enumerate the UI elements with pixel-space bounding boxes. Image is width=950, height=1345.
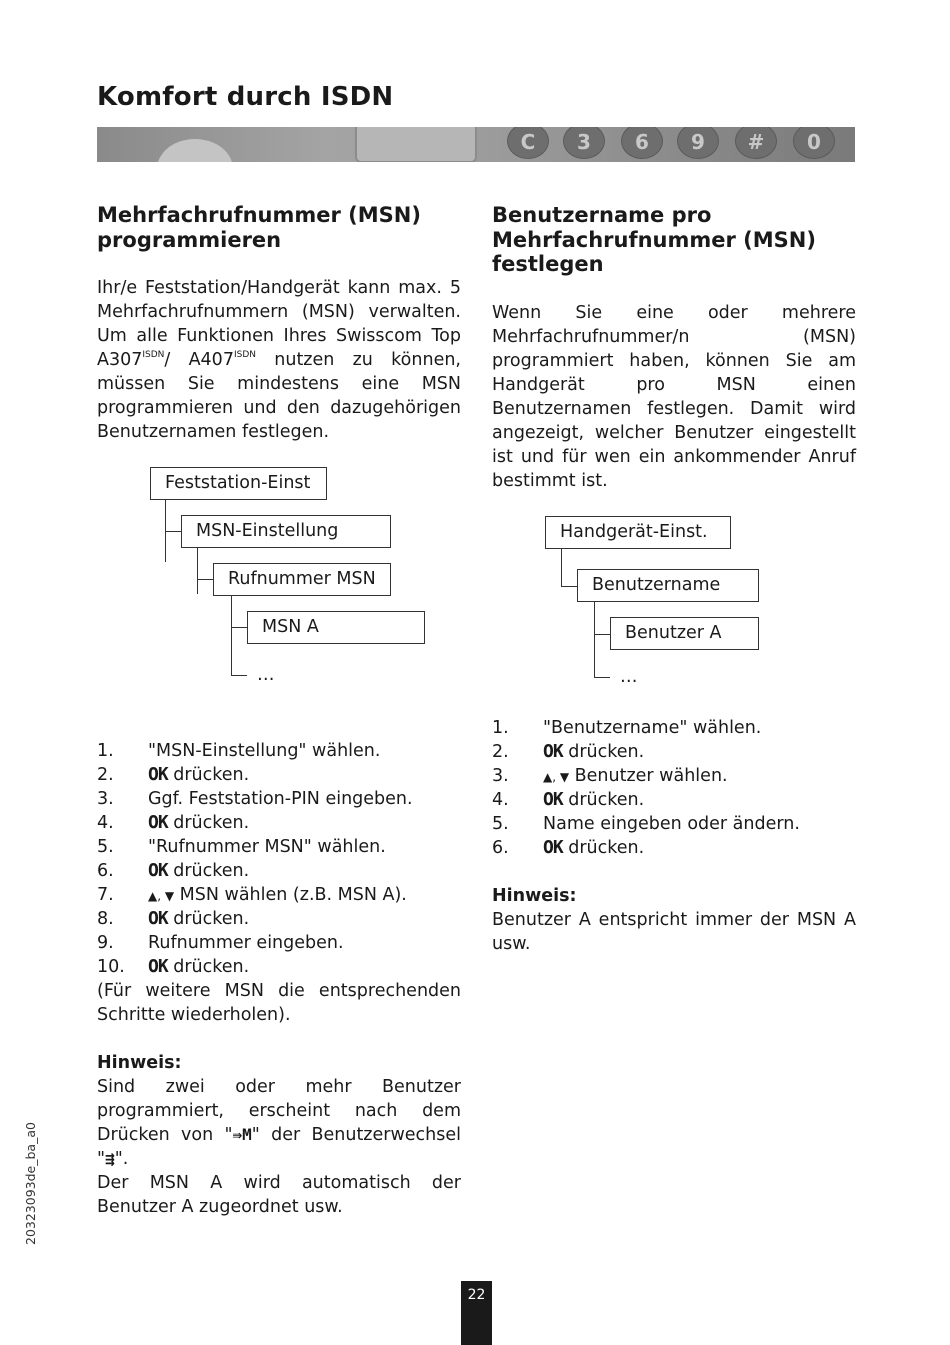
right-heading-line: festlegen [492, 252, 604, 276]
user-key-icon: ⇛M [232, 1125, 252, 1144]
step-item: 2. OK drücken. [97, 764, 250, 785]
hinweis-text: Benutzer A entspricht immer der MSN A usw. [492, 909, 856, 954]
step-item: 10. OK drücken. [97, 956, 250, 977]
left-heading-line: Mehrfachrufnummer (MSN) [97, 203, 421, 227]
step-item: 5. Name eingeben oder ändern. [492, 813, 800, 834]
step-item: 3. ▲, ▼ Benutzer wählen. [492, 765, 728, 786]
phone-keypad-banner [97, 127, 855, 162]
step-item: 3. Ggf. Feststation-PIN eingeben. [97, 789, 413, 809]
banner-key-6: 6 [621, 127, 663, 159]
isdn-superscript: ISDN [233, 350, 256, 360]
step-item: 4. OK drücken. [97, 812, 250, 833]
right-steps [492, 716, 856, 860]
menu-box-msn-a: MSN A [247, 611, 425, 644]
hinweis-text-2: Der MSN A wird automatisch der Benutzer A zugeordnet usw. [97, 1173, 461, 1217]
up-down-arrow-icon: ▲, ▼ [543, 769, 570, 784]
page-number: 22 [461, 1281, 492, 1345]
hinweis-text: Sind zwei oder mehr Benutzer programmiert, erscheint nach dem Drücken von "⇛M" der Benutzerwechsel "⇶". [97, 1077, 461, 1169]
ok-key-icon: OK [543, 836, 563, 858]
ok-key-icon: OK [148, 908, 168, 929]
repeat-note: (Für weitere MSN die entsprechenden Schritte wiederholen). [97, 981, 461, 1025]
right-heading-line: Benutzername pro [492, 203, 712, 227]
menu-box-benutzername: Benutzername [577, 569, 759, 602]
ok-key-icon: OK [148, 860, 168, 881]
left-hinweis [97, 1051, 461, 1219]
menu-tree-benutzer [492, 516, 856, 716]
menu-tree-msn [97, 467, 461, 729]
menu-more: … [257, 665, 275, 685]
step-item: 4. OK drücken. [492, 788, 645, 810]
banner-round-key [157, 139, 233, 162]
ok-key-icon: OK [148, 812, 168, 833]
menu-more: … [620, 666, 638, 687]
up-down-arrow-icon: ▲, ▼ [148, 889, 175, 903]
banner-display [355, 127, 477, 162]
hinweis-label: Hinweis: [97, 1053, 182, 1073]
banner-key-9: 9 [677, 127, 719, 159]
step-item: 2. OK drücken. [492, 740, 645, 762]
right-heading [492, 203, 856, 277]
banner-key-c: C [507, 127, 549, 159]
left-intro: Ihr/e Feststation/Handgerät kann max. 5 Mehrfachrufnummern (MSN) verwalten. Um alle Funktionen Ihres Swisscom Top $A307^{ISDN}/$ $A407^{ISDN}$ nutzen zu können, müssen Sie mindestens eine MSN programmieren und den dazugehörigen Benutzernamen festlegen. [97, 278, 461, 442]
left-steps [97, 739, 461, 979]
right-hinweis [492, 884, 856, 956]
isdn-superscript: ISDN [142, 350, 165, 360]
menu-box-rufnummer-msn: Rufnummer MSN [213, 563, 391, 596]
ok-key-icon: OK [148, 956, 168, 977]
step-item: 8. OK drücken. [97, 908, 250, 929]
menu-box-handgeraet: Handgerät-Einst. [545, 516, 731, 549]
step-item: 7. ▲, ▼ MSN wählen (z.B. MSN A). [97, 885, 407, 905]
menu-box-feststation: Feststation-Einst [150, 467, 327, 500]
document-code: 20323093de_ba_a0 [23, 1122, 38, 1245]
left-heading [97, 203, 461, 252]
step-item: 1. "Benutzername" wählen. [492, 717, 762, 738]
right-heading-line: Mehrfachrufnummer (MSN) [492, 227, 816, 252]
menu-box-benutzer-a: Benutzer A [610, 617, 759, 650]
step-item: 6. OK drücken. [97, 860, 250, 881]
menu-box-msn-einstellung: MSN-Einstellung [181, 515, 391, 548]
right-column [492, 203, 856, 956]
page-title: Komfort durch ISDN [97, 82, 394, 112]
banner-key-0: 0 [793, 127, 835, 159]
left-column [97, 203, 461, 1219]
ok-key-icon: OK [148, 764, 168, 785]
right-intro: Wenn Sie eine oder mehrere Mehrfachrufnummer/n (MSN) programmiert haben, können Sie am Handgerät pro MSN einen Benutzernamen festlegen. Damit wird angezeigt, welcher Benutzer eingestellt ist und für wen ein ankommender Anruf bestimmt ist. [492, 302, 856, 491]
step-item: 1. "MSN-Einstellung" wählen. [97, 741, 381, 761]
ok-key-icon: OK [543, 740, 563, 762]
step-item: 6. OK drücken. [492, 836, 645, 858]
banner-key-3: 3 [563, 127, 605, 159]
banner-key-hash: # [735, 127, 777, 159]
hinweis-label: Hinweis: [492, 885, 577, 906]
user-switch-icon: ⇶ [105, 1149, 115, 1168]
step-item: 5. "Rufnummer MSN" wählen. [97, 837, 386, 857]
step-item: 9. Rufnummer eingeben. [97, 933, 344, 953]
ok-key-icon: OK [543, 788, 563, 810]
left-heading-line: programmieren [97, 227, 282, 252]
